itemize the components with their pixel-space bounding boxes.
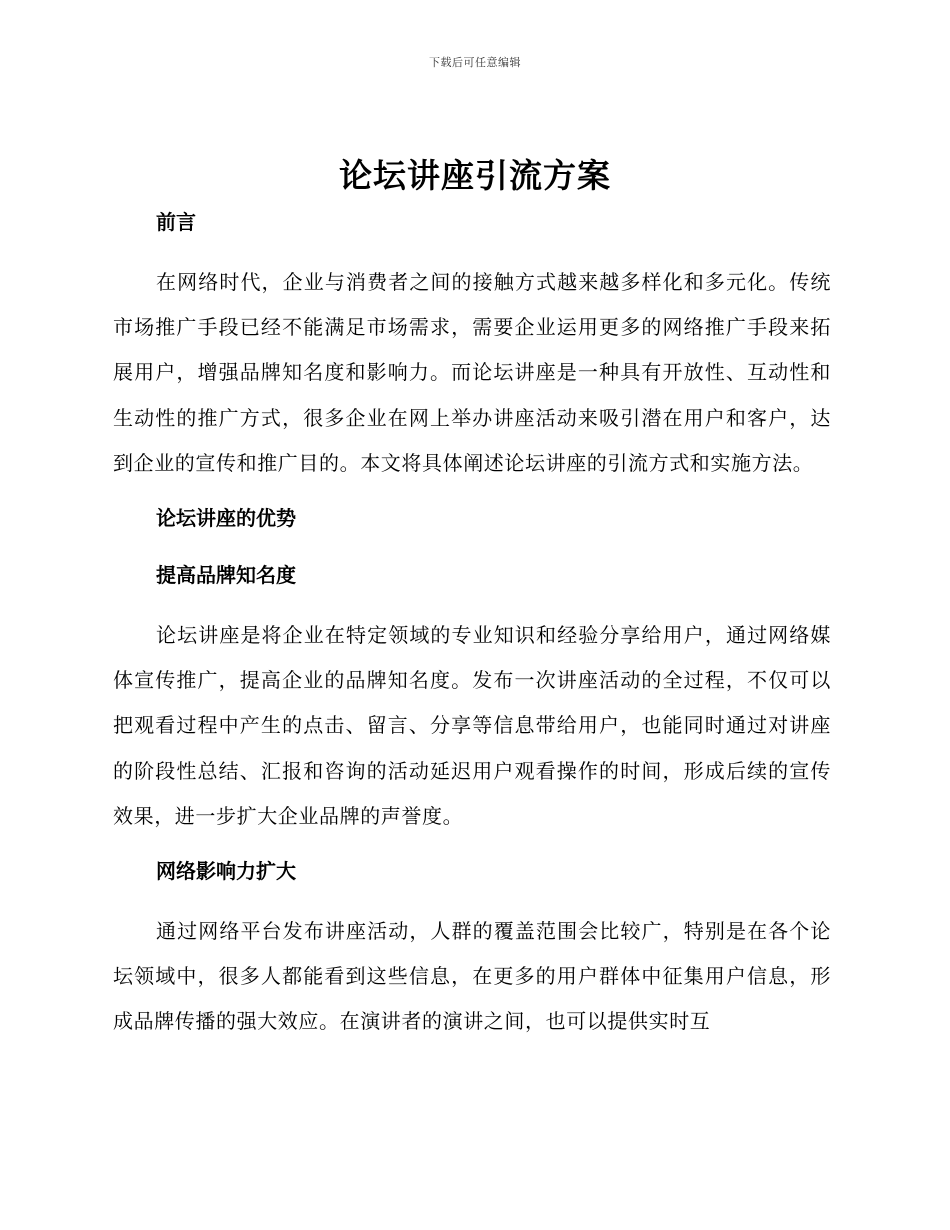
section-heading-network-influence: 网络影响力扩大 xyxy=(156,859,296,884)
section-heading-advantages: 论坛讲座的优势 xyxy=(156,506,296,531)
document-title: 论坛讲座引流方案 xyxy=(339,156,611,195)
paragraph-brand-awareness: 论坛讲座是将企业在特定领域的专业知识和经验分享给用户，通过网络媒体宣传推广，提高企业的品牌知名度。发布一次讲座活动的全过程，不仅可以把观看过程中产生的点击、留言、分享等信息带给用户，也能同时通过对讲座的阶段性总结、汇报和咨询的活动延迟用户观看操作的时间，形成后续的宣传效果，进一步扩大企业品牌的声誉度。 xyxy=(113,623,831,828)
paragraph-network-influence: 通过网络平台发布讲座活动，人群的覆盖范围会比较广，特别是在各个论坛领域中，很多人都能看到这些信息，在更多的用户群体中征集用户信息，形成品牌传播的强大效应。在演讲者的演讲之间，也可以提供实时互 xyxy=(113,919,831,1034)
section-heading-brand-awareness: 提高品牌知名度 xyxy=(156,563,296,588)
page-header-note: 下载后可任意编辑 xyxy=(429,56,521,69)
paragraph-preface: 在网络时代，企业与消费者之间的接触方式越来越多样化和多元化。传统市场推广手段已经不能满足市场需求，需要企业运用更多的网络推广手段来拓展用户，增强品牌知名度和影响力。而论坛讲座是一种具有开放性、互动性和生动性的推广方式，很多企业在网上举办讲座活动来吸引潜在用户和客户，达到企业的宣传和推广目的。本文将具体阐述论坛讲座的引流方式和实施方法。 xyxy=(113,270,831,475)
document-body xyxy=(113,203,831,1058)
section-heading-preface: 前言 xyxy=(156,210,196,234)
